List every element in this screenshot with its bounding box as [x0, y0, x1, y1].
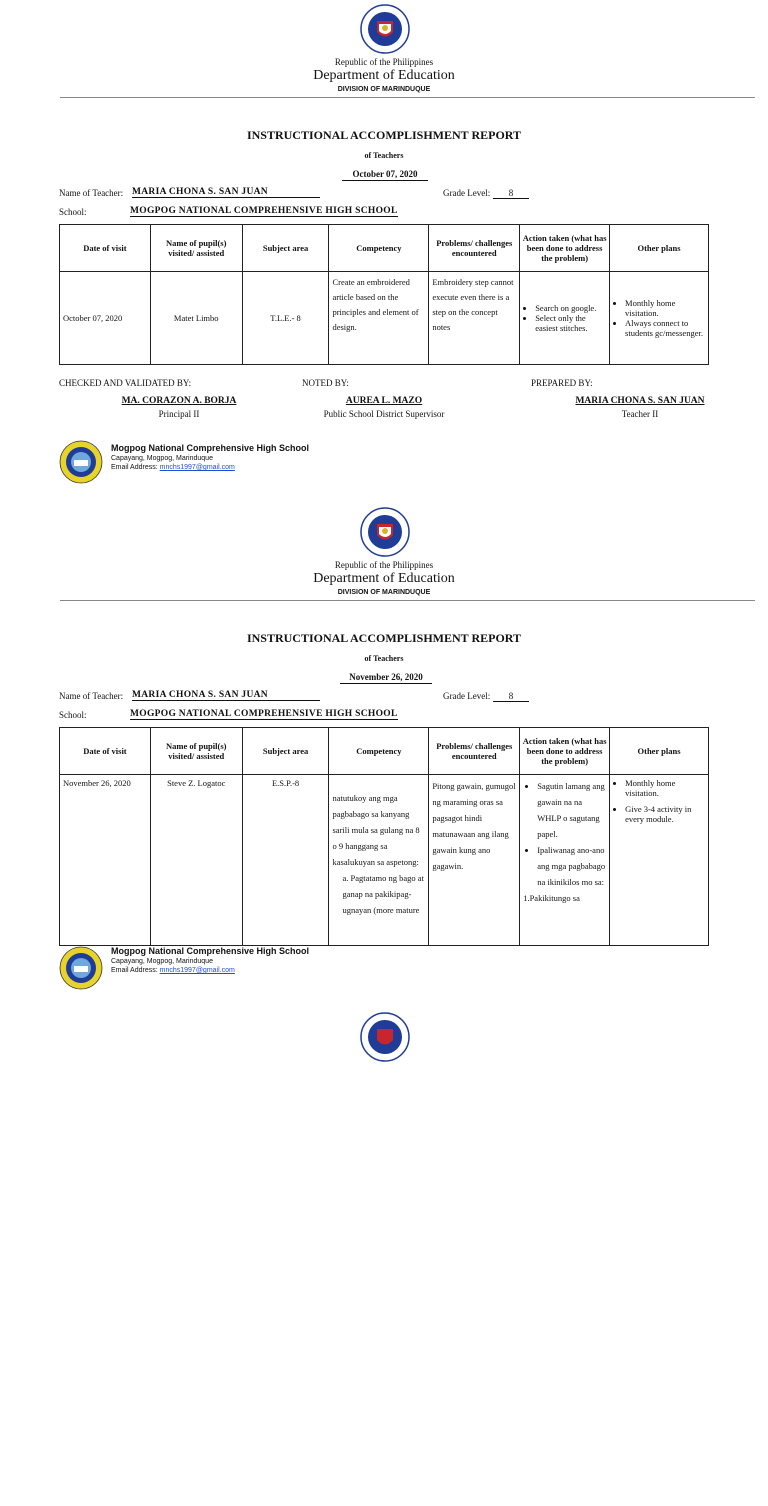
email-link[interactable]: mnchs1997@gmail.com [159, 967, 235, 974]
header-divider [60, 600, 755, 601]
footer-address: Capayang, Mogpog, Marinduque [111, 958, 213, 965]
col-action-header: Action taken (what has been done to address the problem) [520, 728, 610, 775]
plans-cell [610, 272, 709, 365]
table-header-row [60, 728, 709, 775]
department-label: Department of Education [313, 571, 455, 586]
problems-cell: Pitong gawain, gumugol ng maraming oras sa pagsagot hindi matunawaan ang ilang gawain kung ano gagawin. [429, 775, 520, 946]
checked-label: CHECKED AND VALIDATED BY: [59, 378, 192, 388]
col-date-header: Date of visit [60, 728, 151, 775]
teacher-label: Name of Teacher: [59, 691, 124, 701]
prepared-label: PREPARED BY: [531, 378, 593, 388]
col-competency-header: Competency [329, 225, 429, 272]
report-page-3 [0, 1008, 768, 1506]
teacher-name: MARIA CHONA S. SAN JUAN [132, 690, 320, 701]
col-pupils-header: Name of pupil(s) visited/ assisted [150, 728, 242, 775]
checked-name: MA. CORAZON A. BORJA [121, 396, 237, 406]
prepared-name: MARIA CHONA S. SAN JUAN [575, 396, 705, 406]
deped-seal-icon [360, 4, 410, 54]
col-plans-header: Other plans [610, 728, 709, 775]
report-page-1 [0, 0, 768, 498]
pupil-cell: Matet Limbo [150, 272, 242, 365]
checked-title: Principal II [158, 409, 200, 419]
noted-title: Public School District Supervisor [323, 409, 445, 419]
competency-item: a. Pagtatamo ng bago at ganap na pakikipag-ugnayan (more mature [342, 873, 424, 915]
noted-label: NOTED BY: [302, 378, 349, 388]
school-label: School: [59, 207, 87, 217]
plan-item: • Give 3-4 activity in every module. [625, 804, 705, 824]
email-label: Email Address: [111, 967, 158, 974]
visit-date-cell: October 07, 2020 [60, 272, 151, 365]
department-label: Department of Education [313, 68, 455, 83]
action-item: • Ipaliwanag ano-ano ang mga pagbabago na ikinikilos mo sa: [537, 842, 606, 890]
action-item: • Select only the easiest stitches. [535, 313, 606, 333]
grade-label: Grade Level: [443, 691, 491, 701]
email-label: Email Address: [111, 464, 158, 471]
col-competency-header: Competency [329, 728, 429, 775]
division-label: DIVISION OF MARINDUQUE [337, 86, 431, 93]
action-extra: 1.Pakikitungo sa [523, 893, 580, 903]
school-seal-icon [59, 946, 103, 990]
report-subtitle: of Teachers [364, 151, 404, 160]
report-title: INSTRUCTIONAL ACCOMPLISHMENT REPORT [246, 631, 522, 645]
footer-address: Capayang, Mogpog, Marinduque [111, 455, 213, 462]
report-title: INSTRUCTIONAL ACCOMPLISHMENT REPORT [246, 128, 522, 142]
deped-seal-icon [360, 507, 410, 557]
col-subject-header: Subject area [242, 728, 329, 775]
report-table [59, 224, 709, 365]
plan-item: • Monthly home visitation. [625, 778, 705, 798]
col-pupils-header: Name of pupil(s) visited/ assisted [150, 225, 242, 272]
school-seal-icon [59, 440, 103, 484]
report-date: November 26, 2020 [340, 672, 432, 684]
action-item: • Search on google. [535, 303, 606, 313]
col-subject-header: Subject area [242, 225, 329, 272]
school-name: MOGPOG NATIONAL COMPREHENSIVE HIGH SCHOOL [130, 206, 398, 216]
visit-date-cell: November 26, 2020 [60, 775, 151, 946]
division-label: DIVISION OF MARINDUQUE [337, 589, 431, 596]
plan-item: • Always connect to students gc/messenger. [625, 318, 705, 338]
prepared-title: Teacher II [621, 409, 659, 419]
grade-label: Grade Level: [443, 188, 491, 198]
col-action-header: Action taken (what has been done to address the problem) [520, 225, 610, 272]
table-header-row [60, 225, 709, 272]
republic-label: Republic of the Philippines [334, 57, 434, 67]
col-problems-header: Problems/ challenges encountered [429, 225, 520, 272]
grade-value: 8 [493, 691, 529, 702]
plans-cell [610, 775, 709, 946]
footer-email-line [111, 464, 235, 471]
action-cell [520, 272, 610, 365]
report-subtitle: of Teachers [364, 654, 404, 663]
republic-label: Republic of the Philippines [334, 560, 434, 570]
problems-cell: Embroidery step cannot execute even there is a step on the concept notes [429, 272, 520, 365]
report-page-2 [0, 503, 768, 1001]
report-date: October 07, 2020 [342, 169, 428, 181]
grade-value: 8 [493, 188, 529, 199]
competency-cell [329, 775, 429, 946]
report-table [59, 727, 709, 946]
action-item: • Sagutin lamang ang gawain na na WHLP o sagutang papel. [537, 778, 606, 842]
pupil-cell: Steve Z. Logatoc [150, 775, 242, 946]
footer-email-line [111, 967, 235, 974]
footer-school-name: Mogpog National Comprehensive High School [111, 443, 310, 453]
competency-text: natutukoy ang mga pagbabago sa kanyang sarili mula sa gulang na 8 o 9 hanggang sa kasalukuyan sa aspetong: [332, 793, 420, 867]
col-problems-header: Problems/ challenges encountered [429, 728, 520, 775]
email-link[interactable]: mnchs1997@gmail.com [159, 464, 235, 471]
plan-item: • Monthly home visitation. [625, 298, 705, 318]
header-divider [60, 97, 755, 98]
col-date-header: Date of visit [60, 225, 151, 272]
table-row [60, 272, 709, 365]
school-name: MOGPOG NATIONAL COMPREHENSIVE HIGH SCHOOL [130, 709, 398, 719]
action-cell [520, 775, 610, 946]
table-row [60, 775, 709, 946]
noted-name: AUREA L. MAZO [345, 396, 423, 406]
col-plans-header: Other plans [610, 225, 709, 272]
subject-cell: T.L.E.- 8 [242, 272, 329, 365]
subject-cell: E.S.P.-8 [242, 775, 329, 946]
teacher-name: MARIA CHONA S. SAN JUAN [132, 187, 320, 198]
competency-cell: Create an embroidered article based on the principles and element of design. [329, 272, 429, 365]
footer-school-name: Mogpog National Comprehensive High School [111, 946, 310, 956]
teacher-label: Name of Teacher: [59, 188, 124, 198]
deped-seal-icon [360, 1012, 410, 1062]
school-label: School: [59, 710, 87, 720]
